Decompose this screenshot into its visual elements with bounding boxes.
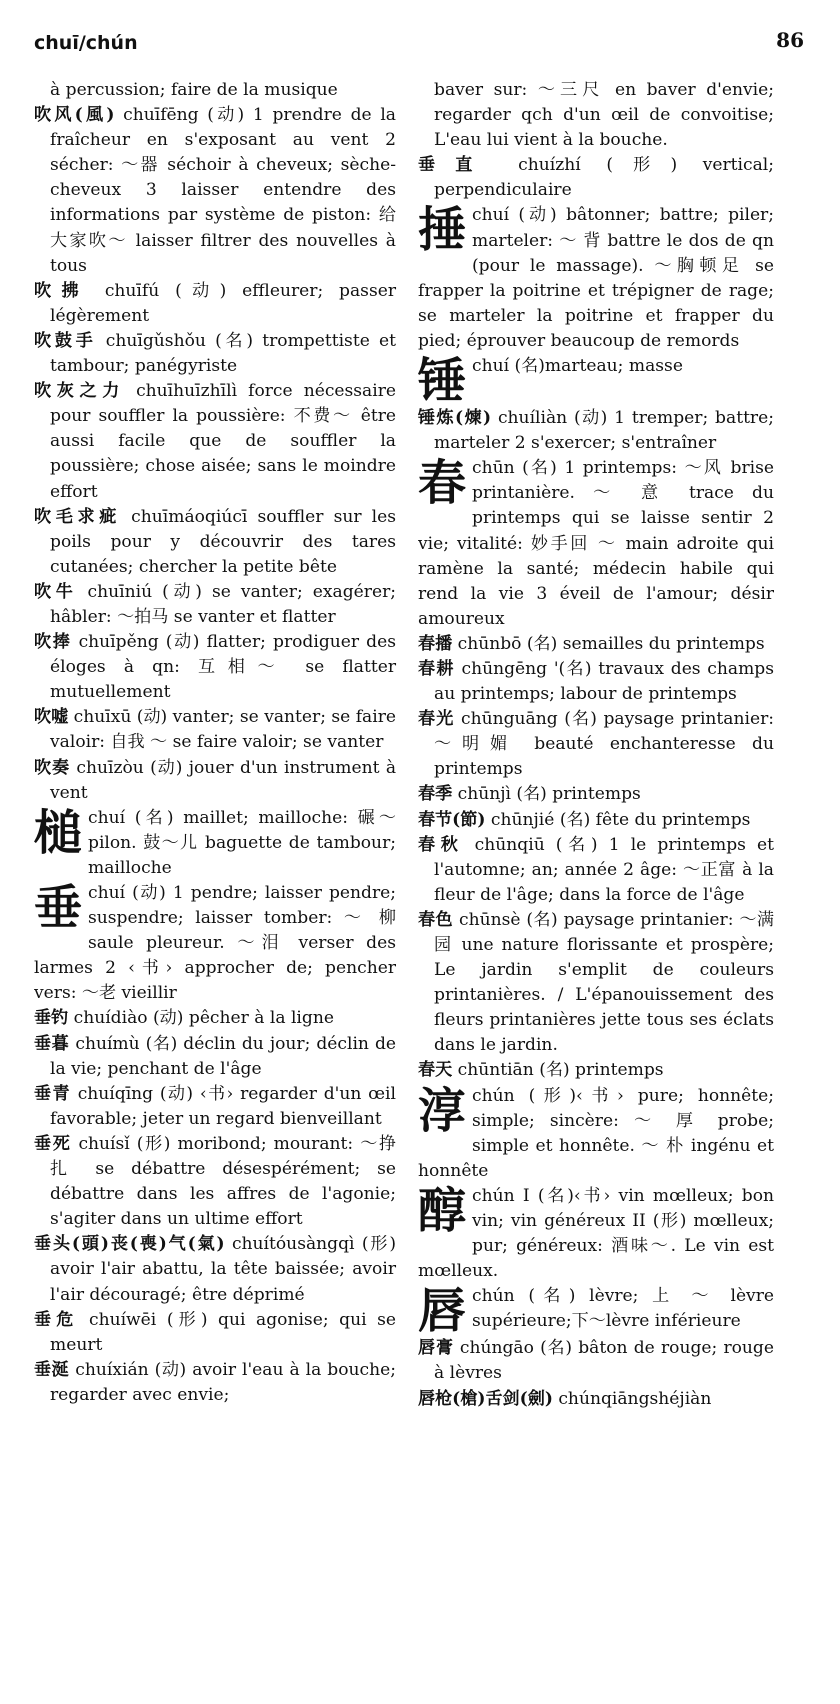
dictionary-entry: [34, 505, 396, 580]
dictionary-entry: [418, 808, 774, 833]
entry-definition: chuīmáoqiúcī souffler sur les poils pour y découvrir des tares cutanées; chercher la petite bête: [50, 506, 396, 577]
entry-definition: chuí (名) maillet; mailloche: 碾～ pilon. 鼓～儿 baguette de tambour; mailloche: [88, 807, 396, 878]
compound-headword: 垂死: [34, 1133, 72, 1154]
entry-definition: chún (形)‹书› pure; honnête; simple; sincère: ～ 厚 probe; simple et honnête. ～ 朴 ingénu et honnête: [418, 1085, 774, 1181]
entry-definition: chuízhí (形) vertical; perpendiculaire: [434, 155, 775, 201]
dictionary-entry: [34, 329, 396, 379]
compound-headword: 吹拂: [34, 280, 89, 301]
compound-headword: 吹风(風): [34, 105, 115, 126]
entry-definition: chuí (动) bâtonner; battre; piler; marteler: ～ 背 battre le dos de qn (pour le massage). ～胸顿足 se frapper la poitrine et trépigner de rage; se marteler la poitrine et frapper du pied; éprouver beaucoup de remords: [418, 205, 774, 351]
entry-definition: chuí (动) 1 pendre; laisser pendre; suspendre; laisser tomber: ～ 柳 saule pleureur. ～泪 verser des larmes 2 ‹书› approcher de; pencher vers: ～老 vieillir: [34, 883, 396, 1004]
entry-definition: chuíqīng (动) ‹书› regarder d'un œil favorable; jeter un regard bienveillant: [50, 1083, 396, 1129]
compound-headword: 春光: [418, 709, 455, 730]
dictionary-entry: [418, 707, 774, 782]
compound-headword: 垂直: [418, 155, 493, 176]
entry-continuation: baver sur: ～三尺 en baver d'envie; regarder qch d'un œil de convoitise; L'eau lui vient à la bouche.: [434, 80, 774, 151]
compound-headword: 垂钓: [34, 1008, 69, 1029]
entry-definition: chūnsè (名) paysage printanier: ～满园 une nature florissante et prospère; Le jardin s'emplit de couleurs printanières. / L'épanouissement des fleurs printanières jette tous ses éclats dans le jardin.: [434, 909, 775, 1056]
dictionary-entry: [34, 1132, 396, 1232]
dictionary-entry: [34, 806, 396, 881]
entry-definition: chuīfú (动) effleurer; passer légèrement: [50, 280, 396, 326]
dictionary-entry: [418, 153, 774, 203]
compound-headword: 春色: [418, 909, 454, 930]
dictionary-entry: [418, 1058, 774, 1083]
entry-definition: chuíwēi (形) qui agonise; qui se meurt: [50, 1309, 396, 1355]
left-column: [34, 78, 396, 1408]
character-headword: 捶: [418, 203, 467, 259]
dictionary-entry: [418, 1336, 774, 1386]
compound-headword: 吹毛求疵: [34, 506, 122, 527]
character-headword: 槌: [34, 805, 83, 861]
dictionary-entry: [34, 630, 396, 705]
dictionary-entry: [34, 103, 396, 279]
dictionary-entry: [418, 354, 774, 406]
entry-definition: chūnqiū (名) 1 le printemps et l'automne; an; année 2 âge: ～正富 à la fleur de l'âge; dans la force de l'âge: [434, 834, 775, 905]
dictionary-entry: [418, 908, 774, 1059]
dictionary-entry: [418, 1387, 774, 1412]
compound-headword: 垂涎: [34, 1359, 70, 1380]
compound-headword: 唇膏: [418, 1338, 454, 1359]
entry-definition: chuīpěng (动) flatter; prodiguer des éloges à qn: 互相～ se flatter mutuellement: [50, 632, 396, 703]
dictionary-entry: [418, 406, 774, 456]
dictionary-entry: [418, 1184, 774, 1284]
entry-definition: chūn (名) 1 printemps: ～风 brise printanière. ～ 意 trace du printemps qui se laisse sentir 2 vie; vitalité: 妙手回 ～ main adroite qui ramène la santé; médecin habile qui rend la vie 3 éveil de l'amour; désir amoureux: [418, 458, 774, 629]
entry-definition: chūnbō (名) semailles du printemps: [452, 633, 765, 654]
dictionary-entry: [34, 756, 396, 806]
character-headword: 醇: [418, 1183, 467, 1239]
entry-definition: chuídiào (动) pêcher à la ligne: [68, 1008, 334, 1029]
dictionary-entry: [418, 203, 774, 354]
entry-definition: chūnjié (名) fête du printemps: [485, 809, 751, 830]
dictionary-entry: [34, 580, 396, 630]
dictionary-entry: [34, 705, 396, 755]
dictionary-entry: [418, 632, 774, 657]
entry-definition: chūnjì (名) printemps: [452, 784, 641, 805]
compound-headword: 唇枪(槍)舌剑(劍): [418, 1388, 553, 1409]
compound-headword: 吹捧: [34, 632, 72, 653]
compound-headword: 春播: [418, 633, 453, 654]
entry-definition: chuí (名)marteau; masse: [472, 356, 683, 377]
dictionary-entry: [34, 1082, 396, 1132]
compound-headword: 春天: [418, 1060, 453, 1081]
entry-definition: chún I (名)‹书› vin mœlleux; bon vin; vin généreux II (形) mœlleux; pur; généreux: 酒味～. Le vin est mœlleux.: [418, 1185, 774, 1282]
entry-definition: chuīgǔshǒu (名) trompettiste et tambour; panégyriste: [50, 330, 397, 377]
dictionary-entry: [34, 1308, 396, 1358]
entry-definition: chúngāo (名) bâton de rouge; rouge à lèvres: [434, 1338, 774, 1384]
dictionary-entry: [34, 1232, 396, 1307]
entry-definition: chún (名) lèvre; 上 ～ lèvre supérieure;下～lèvre inférieure: [472, 1286, 774, 1332]
entry-definition: chuímù (名) déclin du jour; déclin de la vie; penchant de l'âge: [50, 1033, 397, 1079]
dictionary-entry: [418, 833, 774, 908]
compound-headword: 春节(節): [418, 809, 486, 830]
entry-definition: chuítóusàngqì (形) avoir l'air abattu, la tête baissée; avoir l'air découragé; être déprimé: [50, 1234, 396, 1305]
compound-headword: 垂危: [34, 1309, 79, 1330]
right-column: [418, 78, 774, 1412]
compound-headword: 垂暮: [34, 1033, 70, 1054]
page-number: 86: [776, 28, 804, 52]
character-headword: 淳: [418, 1083, 467, 1139]
entry-definition: chūnguāng (名) paysage printanier: ～明媚 beauté enchanteresse du printemps: [434, 709, 774, 780]
compound-headword: 春耕: [418, 658, 455, 679]
entry-definition: chūntiān (名) printemps: [452, 1060, 664, 1081]
page-header: [34, 28, 804, 58]
running-headword: chuī/chún: [34, 32, 138, 54]
compound-headword: 吹嘘: [34, 707, 69, 728]
dictionary-entry: [34, 279, 396, 329]
entry-definition: chuīhuīzhīlì force nécessaire pour souffler la poussière: 不费～ être aussi facile que de souffler la poussière; chose aisée; sans le moindre effort: [50, 381, 397, 502]
dictionary-entry: [34, 379, 396, 504]
dictionary-entry: [34, 881, 396, 1006]
character-headword: 垂: [34, 881, 83, 936]
entry-definition: chuīzòu (动) jouer d'un instrument à vent: [50, 757, 397, 803]
entry-definition: chuíxián (动) avoir l'eau à la bouche; regarder avec envie;: [50, 1359, 396, 1405]
compound-headword: 锤炼(煉): [418, 408, 492, 429]
entry-definition: chuīxū (动) vanter; se vanter; se faire valoir: 自我 ～ se faire valoir; se vanter: [50, 707, 396, 753]
compound-headword: 吹鼓手: [34, 330, 97, 351]
dictionary-entry: [34, 1358, 396, 1408]
dictionary-entry: [34, 1032, 396, 1082]
character-headword: 锤: [418, 354, 467, 407]
entry-definition: chuīniú (动) se vanter; exagérer; hâbler: ～拍马 se vanter et flatter: [50, 581, 397, 627]
entry-definition: chuísǐ (形) moribond; mourant: ～挣扎 se débattre désespérément; se débattre dans les affres de l'agonie; s'agiter dans un ultime effort: [50, 1133, 396, 1230]
compound-headword: 吹奏: [34, 757, 71, 778]
compound-headword: 吹灰之力: [34, 381, 125, 402]
compound-headword: 垂青: [34, 1083, 71, 1104]
dictionary-entry: [418, 1084, 774, 1184]
character-headword: 唇: [418, 1284, 467, 1337]
dictionary-entry: [418, 782, 774, 807]
compound-headword: 春秋: [418, 834, 464, 855]
entry-definition: chúnqiāngshéjiàn: [552, 1388, 712, 1409]
dictionary-entry: [418, 1284, 774, 1336]
entry-definition: chūngēng '(名) travaux des champs au printemps; labour de printemps: [434, 658, 775, 705]
entry-continuation: à percussion; faire de la musique: [50, 80, 338, 100]
dictionary-entry: [34, 1006, 396, 1031]
compound-headword: 春季: [418, 784, 453, 805]
compound-headword: 垂头(頭)丧(喪)气(氣): [34, 1234, 225, 1255]
entry-definition: chuīfēng (动) 1 prendre de la fraîcheur en s'exposant au vent 2 sécher: ～器 séchoir à cheveux; sèche-cheveux 3 laisser entendre des informations par système de piston: 给大家吹～ laisser filtrer des nouvelles à tous: [50, 105, 396, 276]
dictionary-entry: [418, 657, 774, 707]
dictionary-entry: [418, 456, 774, 632]
compound-headword: 吹牛: [34, 581, 78, 602]
entry-definition: chuíliàn (动) 1 tremper; battre; marteler 2 s'exercer; s'entraîner: [434, 408, 774, 454]
character-headword: 春: [418, 456, 467, 512]
